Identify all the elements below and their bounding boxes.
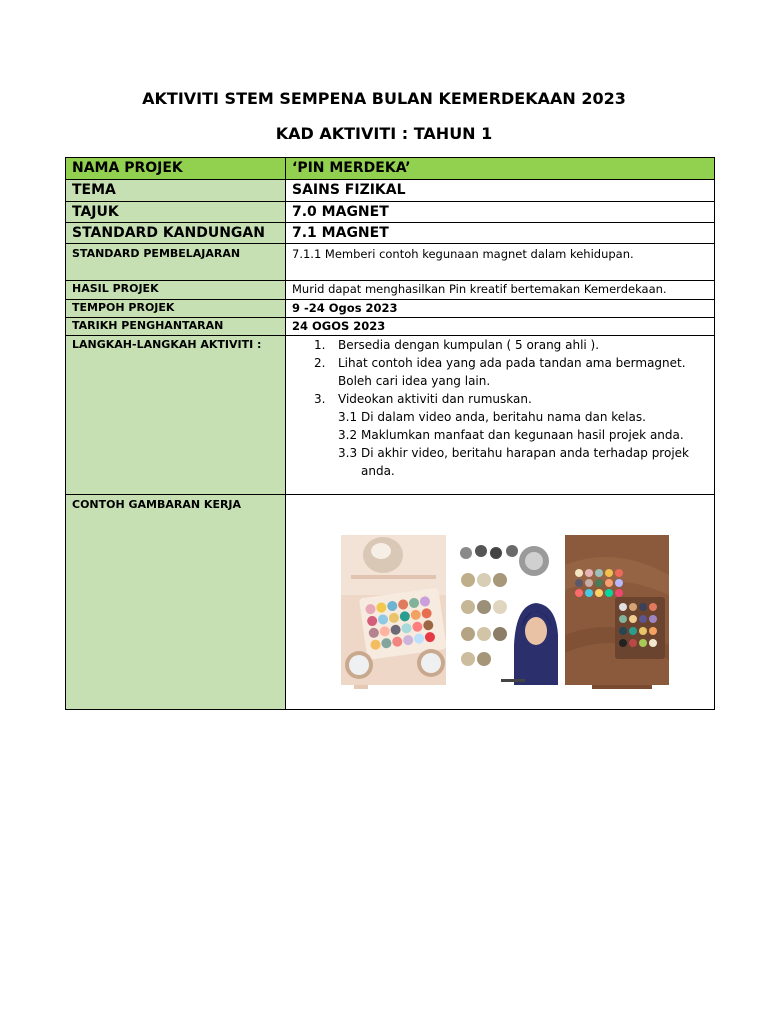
example-photos [286,495,714,709]
row-tajuk [66,202,715,223]
value-standard-pembelajaran: 7.1.1 Memberi contoh kegunaan magnet dalam kehidupan. [286,244,715,281]
label-nama-projek: NAMA PROJEK [66,158,286,180]
label-tempoh-projek: TEMPOH PROJEK [66,300,286,318]
label-tema: TEMA [66,180,286,202]
label-langkah: LANGKAH-LANGKAH AKTIVITI : [66,336,286,495]
list-item: 3.3 Di akhir video, beritahu harapan anda terhadap projek anda. [338,446,689,478]
photo-caption-strip [354,685,368,689]
row-tarikh-penghantaran [66,318,715,336]
list-item: 1. Bersedia dengan kumpulan ( 5 orang ahli ). [314,338,600,352]
row-standard-kandungan [66,223,715,244]
value-hasil-projek: Murid dapat menghasilkan Pin kreatif bertemakan Kemerdekaan. [286,281,715,300]
value-tarikh-penghantaran: 24 OGOS 2023 [286,318,715,336]
row-nama-projek [66,158,715,180]
list-item: 3.2 Maklumkan manfaat dan kegunaan hasil projek anda. [338,428,684,442]
value-tempoh-projek: 9 -24 Ogos 2023 [286,300,715,318]
page-subtitle: KAD AKTIVITI : TAHUN 1 [275,124,493,143]
list-item: 2. Lihat contoh idea yang ada pada tandan ama bermagnet. Boleh cari idea yang lain. [314,356,686,388]
row-tema [66,180,715,202]
photo-jewel-pins [456,535,558,685]
photo-fabric-pins [565,535,669,685]
steps-list [292,336,708,480]
row-langkah [66,336,715,495]
row-contoh [66,495,715,710]
activity-table [65,157,715,710]
row-tempoh-projek [66,300,715,318]
label-standard-pembelajaran: STANDARD PEMBELAJARAN [66,244,286,281]
page-title: AKTIVITI STEM SEMPENA BULAN KEMERDEKAAN 2023 [142,89,626,108]
list-item: 3. Videokan aktiviti dan rumuskan. [314,392,532,406]
value-contoh [286,495,715,710]
row-standard-pembelajaran [66,244,715,281]
label-tarikh-penghantaran: TARIKH PENGHANTARAN [66,318,286,336]
value-tajuk: 7.0 MAGNET [286,202,715,223]
list-item: 3.1 Di dalam video anda, beritahu nama dan kelas. [338,410,646,424]
value-nama-projek: ‘PIN MERDEKA’ [286,158,715,180]
label-standard-kandungan: STANDARD KANDUNGAN [66,223,286,244]
label-hasil-projek: HASIL PROJEK [66,281,286,300]
value-standard-kandungan: 7.1 MAGNET [286,223,715,244]
value-tema: SAINS FIZIKAL [286,180,715,202]
photo-caption-strip [592,685,652,689]
value-langkah [286,336,715,495]
photo-pastel-pins [341,535,446,685]
row-hasil-projek [66,281,715,300]
label-tajuk: TAJUK [66,202,286,223]
label-contoh: CONTOH GAMBARAN KERJA [66,495,286,710]
